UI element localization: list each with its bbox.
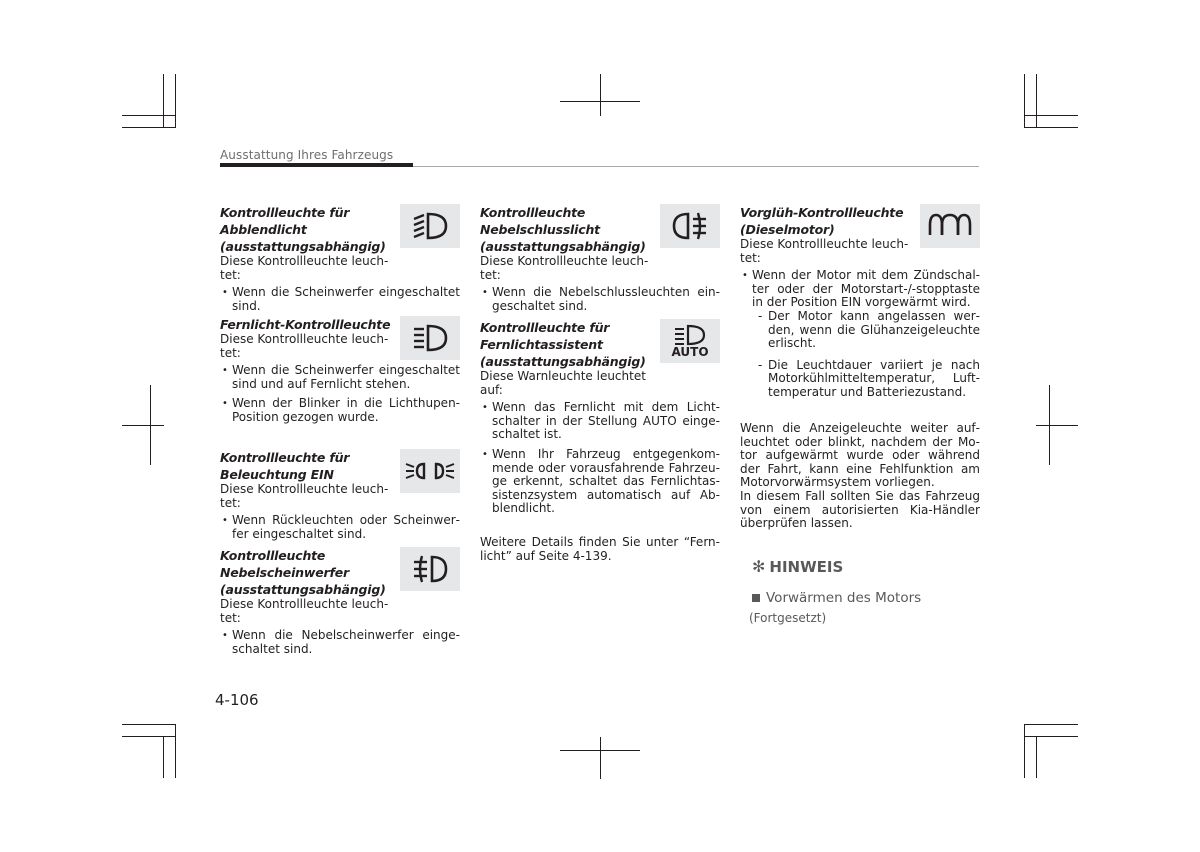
bullet-list (220, 286, 460, 313)
sub-list-item: - Der Motor kann angelassen werden, wenn die Glühanzeigeleuchte erlischt. (740, 310, 980, 351)
list-item: • Wenn der Motor mit dem Zündschalter oder der Motorstart-/-stopptaste in der Position EIN vorgewärmt wird. (740, 269, 980, 310)
crop-mark (1024, 115, 1078, 116)
high-beam-section (220, 316, 460, 449)
bullet-list (480, 286, 720, 313)
list-item: • Wenn die Nebelscheinwerfer eingeschaltet sind. (220, 629, 460, 656)
header-rule (413, 166, 979, 167)
bullet-list (220, 629, 460, 656)
header-rule (220, 163, 413, 167)
bullet-list (220, 364, 460, 424)
note-title-text: Vorwärmen des Motors (766, 590, 922, 606)
registration-mark (600, 74, 601, 116)
asterisk-icon: ✻ (752, 557, 766, 576)
section-heading: Kontrollleuchte Nebelscheinwerfer (ausstattungsabhängig) (220, 548, 386, 597)
bullet-list (220, 514, 460, 541)
sub-list (740, 310, 980, 400)
low-beam-section (220, 204, 460, 316)
section-heading: Kontrollleuchte für Beleuchtung EIN (220, 450, 350, 482)
glow-plug-icon (920, 204, 980, 248)
hinweis-heading (752, 557, 843, 576)
light-on-section (220, 449, 460, 547)
list-item: • Wenn die Scheinwerfer eingeschaltet sind. (220, 286, 460, 313)
crop-mark (122, 127, 176, 128)
crop-mark (1024, 74, 1025, 128)
section-heading: Fernlicht-Kontrollleuchte (220, 317, 391, 332)
crop-mark (1024, 736, 1078, 737)
crop-mark (1036, 74, 1037, 128)
section-lead: Diese Kontrollleuchte leuchtet: (220, 332, 389, 360)
bullet-list (740, 269, 980, 310)
crop-mark (1024, 724, 1078, 725)
section-heading: Kontrollleuchte Nebelschlusslicht (ausstattungsabhängig) (480, 205, 646, 254)
registration-mark (1036, 425, 1078, 426)
front-fog-icon (400, 547, 460, 591)
bullet-list (480, 401, 720, 516)
section-lead: Diese Kontrollleuchte leuchtet: (740, 237, 909, 265)
section-header: Ausstattung Ihres Fahrzeugs (220, 148, 394, 162)
continued-label: (Fortgesetzt) (749, 611, 827, 625)
column-2 (480, 204, 720, 563)
hba-section (480, 319, 720, 536)
crop-mark (122, 736, 176, 737)
section-lead: Diese Kontrollleuchte leuchtet: (220, 482, 389, 510)
section-lead: Diese Kontrollleuchte leuchtet: (220, 597, 389, 625)
square-bullet-icon (752, 594, 760, 602)
list-item: • Wenn Rückleuchten oder Scheinwerfer eingeschaltet sind. (220, 514, 460, 541)
rear-fog-section (480, 204, 720, 319)
crop-mark (175, 724, 176, 778)
list-item: • Wenn Ihr Fahrzeug entgegenkommende oder vorausfahrende Fahrzeuge erkennt, schaltet das Fernlichtassistenzsystem automatisch auf Abblendlicht. (480, 448, 720, 516)
section-lead: Diese Kontrollleuchte leuchtet: (480, 254, 649, 282)
more-details-text: Weitere Details finden Sie unter “Fernlicht” auf Seite 4-139. (480, 535, 720, 563)
section-lead: Diese Kontrollleuchte leuchtet: (220, 254, 389, 282)
registration-mark (560, 750, 640, 751)
crop-mark (122, 115, 176, 116)
crop-mark (122, 724, 176, 725)
crop-mark (1024, 127, 1078, 128)
malfunction-text: Wenn die Anzeigeleuchte weiter aufleuchtet oder blinkt, nachdem der Motor aufgewärmt wurde oder während der Fahrt, kann eine Fehlfunktion am Motorvorwärmsystem vorliegen. (740, 421, 980, 490)
crop-mark (175, 74, 176, 128)
list-item: • Wenn das Fernlicht mit dem Lichtschalter in der Stellung AUTO eingeschaltet ist. (480, 401, 720, 442)
glow-plug-section (740, 204, 980, 422)
registration-mark (122, 425, 164, 426)
crop-mark (1024, 724, 1025, 778)
registration-mark (560, 101, 640, 102)
front-fog-section (220, 547, 460, 656)
dealer-text: In diesem Fall sollten Sie das Fahrzeug von einem autorisierten Kia-Händler überprüfen lassen. (740, 488, 980, 531)
registration-mark (600, 737, 601, 779)
section-heading: Kontrollleuchte für Abblendlicht (ausstattungsabhängig) (220, 205, 386, 254)
hinweis-label: HINWEIS (769, 557, 844, 576)
low-beam-icon (400, 204, 460, 248)
rear-fog-icon (660, 204, 720, 248)
crop-mark (163, 736, 164, 778)
column-1 (220, 204, 460, 662)
crop-mark (163, 74, 164, 128)
crop-mark (1036, 736, 1037, 778)
page-number: 4-106 (215, 691, 259, 709)
section-heading: Vorglüh-Kontrollleuchte (Dieselmotor) (740, 205, 904, 237)
list-item: • Wenn der Blinker in die Lichthupen-Position gezogen wurde. (220, 397, 460, 424)
section-heading: Kontrollleuchte für Fernlichtassistent (ausstattungsabhängig) (480, 320, 646, 369)
auto-label: AUTO (671, 344, 709, 359)
sub-list-item: - Die Leuchtdauer variiert je nach Motorkühlmitteltemperatur, Lufttemperatur und Batteriezustand. (740, 359, 980, 400)
list-item: • Wenn die Scheinwerfer eingeschaltet sind und auf Fernlicht stehen. (220, 364, 460, 391)
high-beam-icon (400, 316, 460, 360)
column-3 (740, 204, 980, 531)
section-lead: Diese Warnleuchte leuchtet auf: (480, 369, 646, 397)
list-item: • Wenn die Nebelschlussleuchten eingeschaltet sind. (480, 286, 720, 313)
high-beam-auto-icon (660, 319, 720, 363)
note-title (752, 590, 921, 606)
parking-light-icon (400, 449, 460, 493)
